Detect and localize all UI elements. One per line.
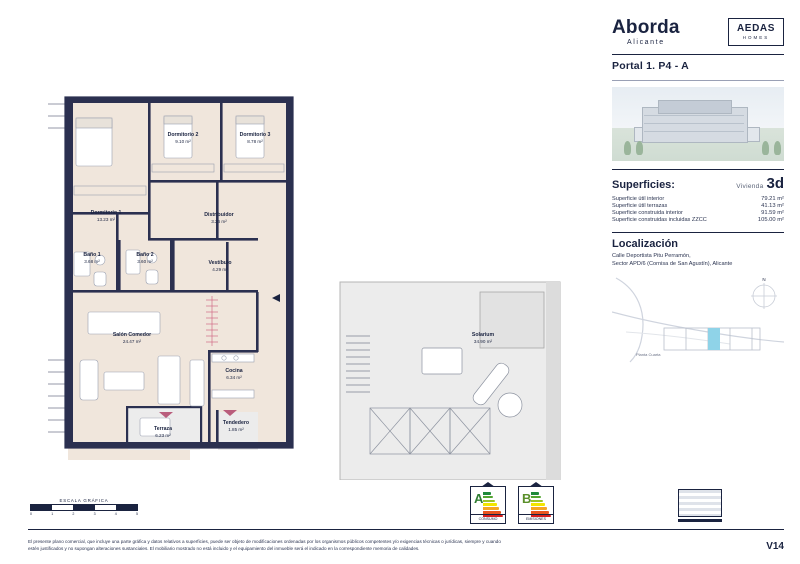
room-name: Dormitorio 1 xyxy=(90,210,122,216)
legal-line-1: El presente plano comercial, que incluye una parte gráfica y datos relativos a superficies, puede ser objeto de modificaciones ordenadas por los organismos públicos competentes y/o exigencias técnicas o jurídicas, siempre y cuando xyxy=(28,538,501,544)
room-area: 9.10 m² xyxy=(175,138,191,144)
energy-labels xyxy=(470,486,554,524)
scale-number: 2 xyxy=(72,512,75,516)
vivienda-label: Vivienda xyxy=(736,183,764,190)
table-row xyxy=(612,202,784,209)
render-floor-line-2 xyxy=(644,123,744,124)
highlighted-building xyxy=(708,328,720,350)
room-area: 3.26 m² xyxy=(211,218,227,224)
room-name: Baño 1 xyxy=(83,252,101,258)
room-area: 24.47 m² xyxy=(122,338,142,344)
table-row xyxy=(612,195,784,202)
room-area: 1.85 m² xyxy=(228,426,244,432)
divider-location xyxy=(612,232,784,233)
render-building-top xyxy=(658,100,732,114)
room-name: Salón Comedor xyxy=(112,332,152,338)
scale-tick xyxy=(52,505,73,510)
info-panel xyxy=(612,18,784,364)
footer-divider xyxy=(28,529,784,530)
address-line-2: Sector APD/6 (Cornisa de San Agustín), Alicante xyxy=(612,260,733,267)
address-line-1: Calle Deportista Pitu Perramón, xyxy=(612,252,691,259)
floor-plan xyxy=(40,60,600,480)
map-caption: Planta Cuarta xyxy=(636,351,661,357)
room-name: Terraza xyxy=(153,426,173,432)
room-name: Vestíbulo xyxy=(208,260,232,266)
scale-tick xyxy=(31,505,52,510)
energy-consumption-label xyxy=(470,486,506,524)
room-name: Solarium xyxy=(471,332,495,338)
scale-bar xyxy=(30,498,138,516)
render-floor-line-1 xyxy=(644,115,744,116)
energy-emissions-label xyxy=(518,486,554,524)
building-render xyxy=(612,87,784,161)
compass-north: N xyxy=(762,276,766,282)
energy-caption: CONSUMO xyxy=(471,514,505,523)
scale-number: 0 xyxy=(30,512,32,516)
energy-letter: A xyxy=(474,491,484,506)
divider-portal xyxy=(612,80,784,81)
divider-surfaces xyxy=(612,169,784,170)
scale-ticks xyxy=(30,504,138,511)
room-area: 3.68 m² xyxy=(84,258,100,264)
room-area: 6.34 m² xyxy=(226,374,242,380)
project-brand xyxy=(612,18,680,46)
surface-value: 41.13 m² xyxy=(761,202,784,209)
surface-label: Superficie útil interior xyxy=(612,195,665,202)
room-area: 4.29 m² xyxy=(212,266,228,272)
room-name: Dormitorio 2 xyxy=(167,132,199,138)
developer-tagline: HOMES xyxy=(742,35,770,40)
scale-tick xyxy=(95,505,116,510)
energy-bar-c xyxy=(531,500,543,503)
project-city: Alicante xyxy=(626,39,665,46)
location-map xyxy=(612,272,784,364)
brand-row xyxy=(612,18,784,46)
surface-value: 91.59 m² xyxy=(761,209,784,216)
location-title: Localización xyxy=(612,237,679,250)
room-area: 13.23 m² xyxy=(96,216,116,222)
energy-letter: B xyxy=(522,491,532,506)
energy-bar-a xyxy=(483,492,491,495)
energy-bar-b xyxy=(531,496,541,499)
energy-bar-d xyxy=(483,503,497,506)
room-area: 34.90 m² xyxy=(473,338,493,344)
energy-bar-b xyxy=(483,496,493,499)
surfaces-header xyxy=(612,175,784,192)
legal-disclaimer xyxy=(28,538,628,552)
building-floor-icon xyxy=(678,489,722,522)
scale-tick xyxy=(74,505,95,510)
surface-value: 105.00 m² xyxy=(757,217,784,224)
scale-tick xyxy=(117,505,137,510)
developer-name: AEDAS xyxy=(736,23,775,34)
building-icon-base xyxy=(678,519,722,522)
energy-bar-a xyxy=(531,492,539,495)
render-floor-line-3 xyxy=(644,131,744,132)
scale-number: 5 xyxy=(135,512,138,516)
energy-bar-e xyxy=(483,507,499,510)
vivienda-code: 3d xyxy=(766,175,784,192)
room-name: Distribuidor xyxy=(204,212,234,218)
render-tree-3 xyxy=(762,141,769,155)
building-icon-body xyxy=(678,489,722,517)
portal-title: Portal 1. P4 - A xyxy=(612,60,689,72)
surface-label: Superficie construidas incluidas ZZCC xyxy=(612,217,707,224)
room-name: Cocina xyxy=(225,368,243,374)
room-name: Dormitorio 3 xyxy=(239,132,271,138)
room-area: 3.60 m² xyxy=(137,258,153,264)
render-tree-1 xyxy=(624,141,631,155)
scale-number: 4 xyxy=(114,512,117,516)
project-name: Aborda xyxy=(612,17,680,38)
surface-label: Superficie útil terrazas xyxy=(612,202,668,209)
energy-bar-d xyxy=(531,503,545,506)
surface-label: Superficie construida interior xyxy=(612,209,683,216)
surface-value: 79.21 m² xyxy=(761,195,784,202)
render-tree-2 xyxy=(636,141,643,155)
apartment-outline xyxy=(48,98,292,460)
scale-number: 3 xyxy=(93,512,96,516)
divider-top xyxy=(612,54,784,55)
energy-caption: EMISIONES xyxy=(519,514,553,523)
table-row xyxy=(612,209,784,216)
floor-plan-drawing xyxy=(40,60,600,480)
energy-bar-e xyxy=(531,507,547,510)
scale-caption: ESCALA GRÁFICA xyxy=(59,498,109,503)
version-code: V14 xyxy=(766,541,784,552)
room-area: 8.78 m² xyxy=(247,138,263,144)
house-roof-icon xyxy=(481,482,495,487)
energy-bar-c xyxy=(483,500,495,503)
house-roof-icon xyxy=(529,482,543,487)
room-name: Baño 2 xyxy=(136,252,154,258)
scale-numbers xyxy=(30,512,138,516)
table-row xyxy=(612,217,784,224)
room-area: 6.23 m² xyxy=(155,432,171,438)
legal-line-2: estén justificados y no supongan alteraciones sustanciales. El mobiliario mostrado no está incluido y el equipamiento del inmueble será el indicado en la correspondiente memoria de calidades. xyxy=(28,545,420,551)
surfaces-title: Superficies: xyxy=(612,179,675,191)
surfaces-table xyxy=(612,195,784,224)
room-name: Tendedero xyxy=(222,420,250,426)
location-address xyxy=(612,252,784,268)
render-tree-4 xyxy=(774,141,781,155)
developer-logo xyxy=(728,18,784,46)
solarium-block xyxy=(340,282,560,480)
scale-number: 1 xyxy=(51,512,54,516)
